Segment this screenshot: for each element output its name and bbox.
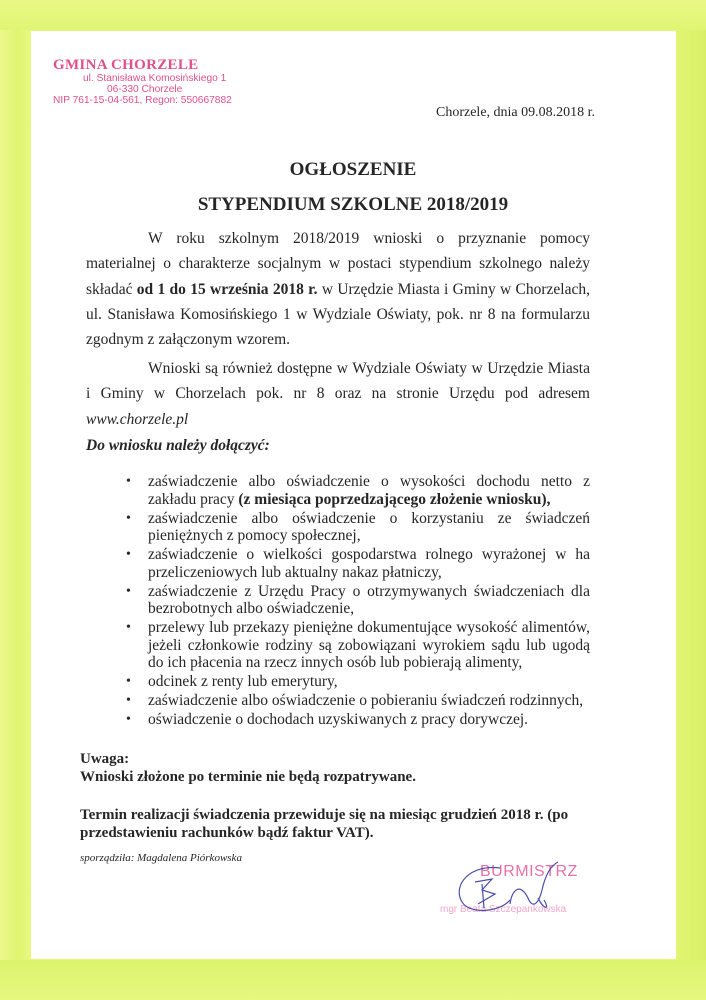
document-title: OGŁOSZENIE: [289, 159, 417, 180]
paragraph-submission: [86, 226, 590, 352]
stamp-ids: NIP 761-15-04-561, Regon: 550667882: [53, 95, 232, 107]
frame-border-right: [676, 0, 706, 1000]
list-item: [120, 619, 590, 672]
stamp-city: 06-330 Chorzele: [107, 84, 183, 96]
list-item-text: zaświadczenie albo oświadczenie o wysokości dochodu netto z zakładu pracy: [148, 473, 590, 508]
attachments-list: [120, 473, 590, 730]
list-item-bold: (z miesiąca poprzedzającego złożenie wniosku),: [238, 490, 551, 508]
bullet-icon: •: [126, 547, 131, 562]
frame-border-bottom: [0, 960, 706, 1000]
paragraph-availability: [86, 356, 590, 432]
list-item-text: odcinek z renty lub emerytury,: [148, 673, 338, 690]
list-item-text: oświadczenie o dochodach uzyskiwanych z pracy dorywczej.: [148, 711, 529, 728]
mayor-signature-block: [440, 860, 610, 920]
notice-text: Wnioski złożone po terminie nie będą rozpatrywane.: [80, 769, 416, 785]
deadline-bold: od 1 do 15 września 2018 r.: [136, 280, 318, 298]
website-link[interactable]: www.chorzele.pl: [86, 410, 189, 428]
list-item-text: zaświadczenie albo oświadczenie o korzystaniu ze świadczeń pieniężnych z pomocy społecznej,: [148, 509, 590, 544]
payment-term: Termin realizacji świadczenia przewiduje się na miesiąc grudzień 2018 r. (po przedstawieniu rachunków bądź faktur VAT).: [80, 807, 569, 841]
list-item: [120, 692, 590, 710]
bullet-icon: •: [126, 474, 131, 489]
document-date: Chorzele, dnia 09.08.2018 r.: [436, 105, 596, 120]
document-subtitle: STYPENDIUM SZKOLNE 2018/2019: [197, 194, 509, 215]
paragraph-text: w Urzędzie Miasta i Gminy w Chorzelach, ul. Stanisława Komosińskiego 1 w Wydziale Oświaty, pok. nr 8 na formularzu zgodnym z załączonym wzorem.: [86, 280, 590, 349]
list-item-text: zaświadczenie z Urzędu Pracy o otrzymywanych świadczeniach dla bezrobotnych albo oświadczenie,: [148, 582, 590, 617]
list-item-text: przelewy lub przekazy pieniężne dokumentujące wysokość alimentów, jeżeli członkowie rodziny są zobowiązani wyrokiem sądu lub ugodą do ich płacenia na rzecz innych osób lub pobierają alimenty,: [148, 619, 590, 671]
stamp-street: ul. Stanisława Komosińskiego 1: [83, 73, 227, 84]
notice-label: Uwaga:: [80, 751, 130, 767]
attachments-heading: Do wniosku należy dołączyć:: [86, 437, 270, 454]
bullet-icon: •: [126, 620, 131, 635]
bullet-icon: •: [126, 583, 131, 599]
list-item: [120, 546, 590, 581]
list-item-text: zaświadczenie o wielkości gospodarstwa rolnego wyrażonej w ha przeliczeniowych lub aktualny nakaz płatniczy,: [148, 546, 590, 581]
list-item: [120, 711, 590, 729]
frame-border-top: [0, 0, 706, 30]
list-item: [120, 673, 590, 691]
municipality-stamp: [53, 58, 232, 107]
handwritten-signature-icon: [440, 860, 610, 920]
bullet-icon: •: [126, 693, 131, 708]
list-item: [120, 473, 590, 508]
notice-block: [80, 750, 610, 786]
frame-border-left: [0, 0, 30, 1000]
bullet-icon: •: [126, 510, 131, 526]
paragraph-text: W roku szkolnym 2018/2019 wnioski o przyznanie pomocy materialnej o charakterze socjalnym w postaci stypendium szkolnego należy składać: [86, 230, 590, 298]
bullet-icon: •: [126, 674, 131, 689]
mayor-title-stamp: BURMISTRZ: [480, 863, 578, 880]
prepared-by: sporządziła: Magdalena Piórkowska: [80, 852, 242, 864]
list-item: [120, 510, 590, 545]
paragraph-text: Wnioski są również dostępne w Wydziale Oświaty w Urzędzie Miasta i Gminy w Chorzelach pok. nr 8 oraz na stronie Urzędu pod adresem: [86, 360, 590, 403]
list-item: [120, 583, 590, 618]
bullet-icon: •: [126, 712, 131, 727]
stamp-name: GMINA CHORZELE: [53, 57, 199, 73]
list-item-text: zaświadczenie albo oświadczenie o pobieraniu świadczeń rodzinnych,: [148, 692, 584, 709]
mayor-name-stamp: mgr Beata Szczepankowska: [440, 904, 567, 915]
